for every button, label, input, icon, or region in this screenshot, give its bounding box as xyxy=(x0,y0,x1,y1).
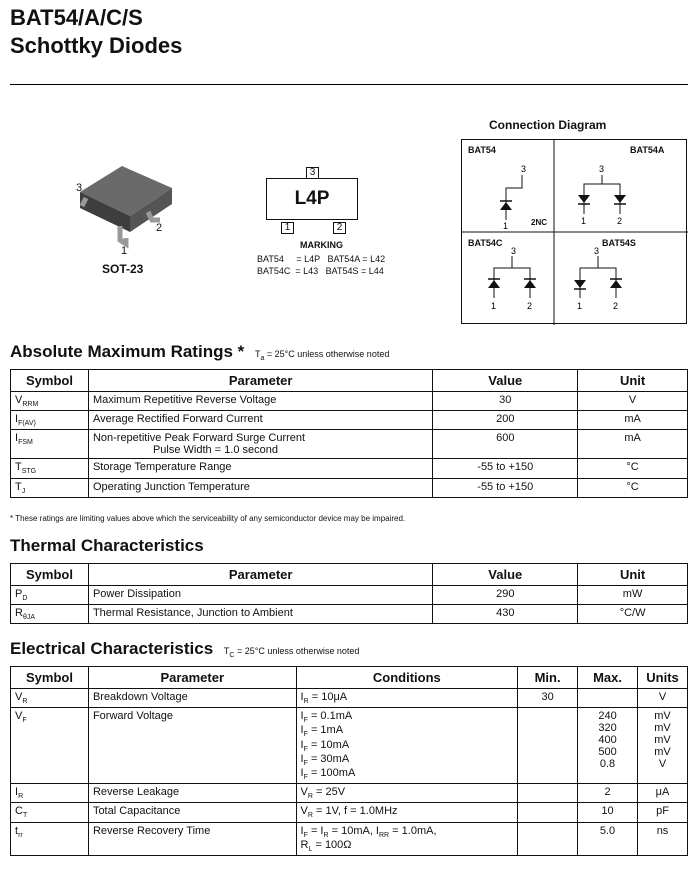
bat54-nc-label: 2NC xyxy=(531,218,548,227)
svg-text:1: 1 xyxy=(503,221,509,231)
col-header: Symbol xyxy=(11,564,89,586)
units-cell: μA xyxy=(638,784,688,803)
col-header: Max. xyxy=(578,667,638,689)
connection-diagram-title: Connection Diagram xyxy=(489,118,607,132)
col-header: Conditions xyxy=(296,667,518,689)
table-row xyxy=(11,822,688,855)
bat54-label: BAT54 xyxy=(468,145,496,155)
symbol-cell: $P_D$ xyxy=(11,586,89,605)
thermal-table xyxy=(10,563,688,624)
package-name: SOT-23 xyxy=(102,262,144,276)
units-cell: mV mV mV mV V xyxy=(638,708,688,784)
min-cell xyxy=(518,803,578,822)
svg-text:1: 1 xyxy=(491,301,497,311)
value-cell: 30 xyxy=(433,392,578,411)
symbol-cell: $T_J$ xyxy=(11,478,89,497)
marking-code: L4P xyxy=(294,188,330,209)
electrical-title: Electrical Characteristics xyxy=(10,639,214,658)
svg-text:1: 1 xyxy=(577,301,583,311)
svg-text:2: 2 xyxy=(613,301,619,311)
unit-cell: °C xyxy=(578,459,688,478)
table-row xyxy=(11,411,688,430)
abs-max-table xyxy=(10,369,688,498)
unit-cell: °C xyxy=(578,478,688,497)
parameter-cell: Average Rectified Forward Current xyxy=(88,411,432,430)
pin-3-label: 3 xyxy=(76,182,83,194)
col-header: Parameter xyxy=(88,370,432,392)
bat54s-diode-icon xyxy=(554,232,688,325)
parameter-cell: Storage Temperature Range xyxy=(88,459,432,478)
parameter-cell: Forward Voltage xyxy=(88,708,296,784)
col-header: Symbol xyxy=(11,667,89,689)
marking-line-1: BAT54 = L4P BAT54A = L42 xyxy=(257,254,386,264)
min-cell: 30 xyxy=(518,689,578,708)
col-header: Parameter xyxy=(88,667,296,689)
electrical-heading xyxy=(10,639,359,659)
marking-pin-3: 3 xyxy=(306,167,319,179)
svg-text:3: 3 xyxy=(521,164,527,174)
electrical-note: $T_C = 25^\circ C$ unless otherwise noted xyxy=(223,646,360,659)
svg-text:2: 2 xyxy=(617,216,623,226)
conditions-cell: $V_R = 1V$, f = 1.0MHz xyxy=(296,803,518,822)
max-cell: 5.0 xyxy=(578,822,638,855)
col-header: Unit xyxy=(578,370,688,392)
table-row xyxy=(11,803,688,822)
symbol-cell: $V_R$ xyxy=(11,689,89,708)
max-cell: 10 xyxy=(578,803,638,822)
bat54a-label: BAT54A xyxy=(630,145,665,155)
title-divider xyxy=(10,84,688,85)
value-cell: 290 xyxy=(433,586,578,605)
col-header: Units xyxy=(638,667,688,689)
title-description: Schottky Diodes xyxy=(10,33,183,58)
abs-max-footnote: * These ratings are limiting values above which the serviceability of any semiconductor device may be impaired. xyxy=(10,514,406,523)
parameter-cell: Operating Junction Temperature xyxy=(88,478,432,497)
unit-cell: mA xyxy=(578,411,688,430)
symbol-cell: $I_R$ xyxy=(11,784,89,803)
parameter-cell: Breakdown Voltage xyxy=(88,689,296,708)
bat54c-diode-icon xyxy=(462,232,554,325)
symbol-cell: $V_F$ xyxy=(11,708,89,784)
parameter-cell: Reverse Recovery Time xyxy=(88,822,296,855)
col-header: Symbol xyxy=(11,370,89,392)
pin-2-label: 2 xyxy=(156,222,163,234)
symbol-cell: $T_{STG}$ xyxy=(11,459,89,478)
table-row xyxy=(11,605,688,624)
value-cell: 200 xyxy=(433,411,578,430)
marking-line-2: BAT54C = L43 BAT54S = L44 xyxy=(257,266,384,276)
svg-text:1: 1 xyxy=(581,216,587,226)
svg-text:3: 3 xyxy=(594,246,600,256)
table-row xyxy=(11,784,688,803)
abs-max-heading xyxy=(10,342,389,362)
table-row xyxy=(11,478,688,497)
symbol-cell: $t_{rr}$ xyxy=(11,822,89,855)
value-cell: 430 xyxy=(433,605,578,624)
min-cell xyxy=(518,822,578,855)
min-cell xyxy=(518,784,578,803)
conditions-cell: $V_R = 25V$ xyxy=(296,784,518,803)
abs-max-title: Absolute Maximum Ratings * xyxy=(10,342,245,361)
parameter-cell: Non-repetitive Peak Forward Surge Current Pulse Width = 1.0 second xyxy=(88,430,432,459)
marking-pin-2: 2 xyxy=(333,222,346,234)
table-row xyxy=(11,689,688,708)
col-header: Unit xyxy=(578,564,688,586)
max-cell: 2 xyxy=(578,784,638,803)
page-title xyxy=(10,4,182,60)
value-cell: -55 to +150 xyxy=(433,459,578,478)
svg-text:3: 3 xyxy=(599,164,605,174)
marking-pin-1: 1 xyxy=(281,222,294,234)
parameter-cell: Total Capacitance xyxy=(88,803,296,822)
conditions-cell: $I_R = 10\mu A$ xyxy=(296,689,518,708)
pin-1-label: 1 xyxy=(121,245,128,257)
units-cell: pF xyxy=(638,803,688,822)
units-cell: ns xyxy=(638,822,688,855)
units-cell: V xyxy=(638,689,688,708)
max-cell xyxy=(578,689,638,708)
svg-text:2: 2 xyxy=(527,301,533,311)
table-header-row xyxy=(11,370,688,392)
unit-cell: mW xyxy=(578,586,688,605)
table-row xyxy=(11,708,688,784)
symbol-cell: $I_{FSM}$ xyxy=(11,430,89,459)
symbol-cell: $R_{\theta JA}$ xyxy=(11,605,89,624)
parameter-cell: Reverse Leakage xyxy=(88,784,296,803)
table-row xyxy=(11,459,688,478)
title-part-number: BAT54/A/C/S xyxy=(10,5,143,30)
marking-title: MARKING xyxy=(300,240,343,250)
connection-diagram xyxy=(461,139,687,324)
symbol-cell: $C_T$ xyxy=(11,803,89,822)
thermal-heading: Thermal Characteristics xyxy=(10,536,204,555)
parameter-cell: Power Dissipation xyxy=(88,586,432,605)
conditions-cell: $I_F = I_R = 10mA$, $I_{RR} = 1.0mA$, $R_L = 100\Omega$ xyxy=(296,822,518,855)
table-row xyxy=(11,586,688,605)
col-header: Parameter xyxy=(88,564,432,586)
bat54a-diode-icon xyxy=(554,140,688,232)
table-header-row xyxy=(11,667,688,689)
unit-cell: mA xyxy=(578,430,688,459)
value-cell: 600 xyxy=(433,430,578,459)
symbol-cell: $I_{F(AV)}$ xyxy=(11,411,89,430)
unit-cell: °C/W xyxy=(578,605,688,624)
svg-text:3: 3 xyxy=(511,246,517,256)
marking-box xyxy=(266,178,358,220)
parameter-cell: Thermal Resistance, Junction to Ambient xyxy=(88,605,432,624)
max-cell: 240 320 400 500 0.8 xyxy=(578,708,638,784)
electrical-table xyxy=(10,666,688,856)
table-row xyxy=(11,392,688,411)
bat54s-label: BAT54S xyxy=(602,238,636,248)
abs-max-note: $T_a = 25^\circ C$ unless otherwise noted xyxy=(255,349,390,362)
unit-cell: V xyxy=(578,392,688,411)
conditions-cell: $I_F = 0.1mA$ $I_F = 1mA$ $I_F = 10mA$ $I_F = 30mA$ $I_F = 100mA$ xyxy=(296,708,518,784)
bat54c-label: BAT54C xyxy=(468,238,503,248)
col-header: Min. xyxy=(518,667,578,689)
parameter-cell: Maximum Repetitive Reverse Voltage xyxy=(88,392,432,411)
table-row xyxy=(11,430,688,459)
table-header-row xyxy=(11,564,688,586)
col-header: Value xyxy=(433,564,578,586)
col-header: Value xyxy=(433,370,578,392)
min-cell xyxy=(518,708,578,784)
symbol-cell: $V_{RRM}$ xyxy=(11,392,89,411)
value-cell: -55 to +150 xyxy=(433,478,578,497)
